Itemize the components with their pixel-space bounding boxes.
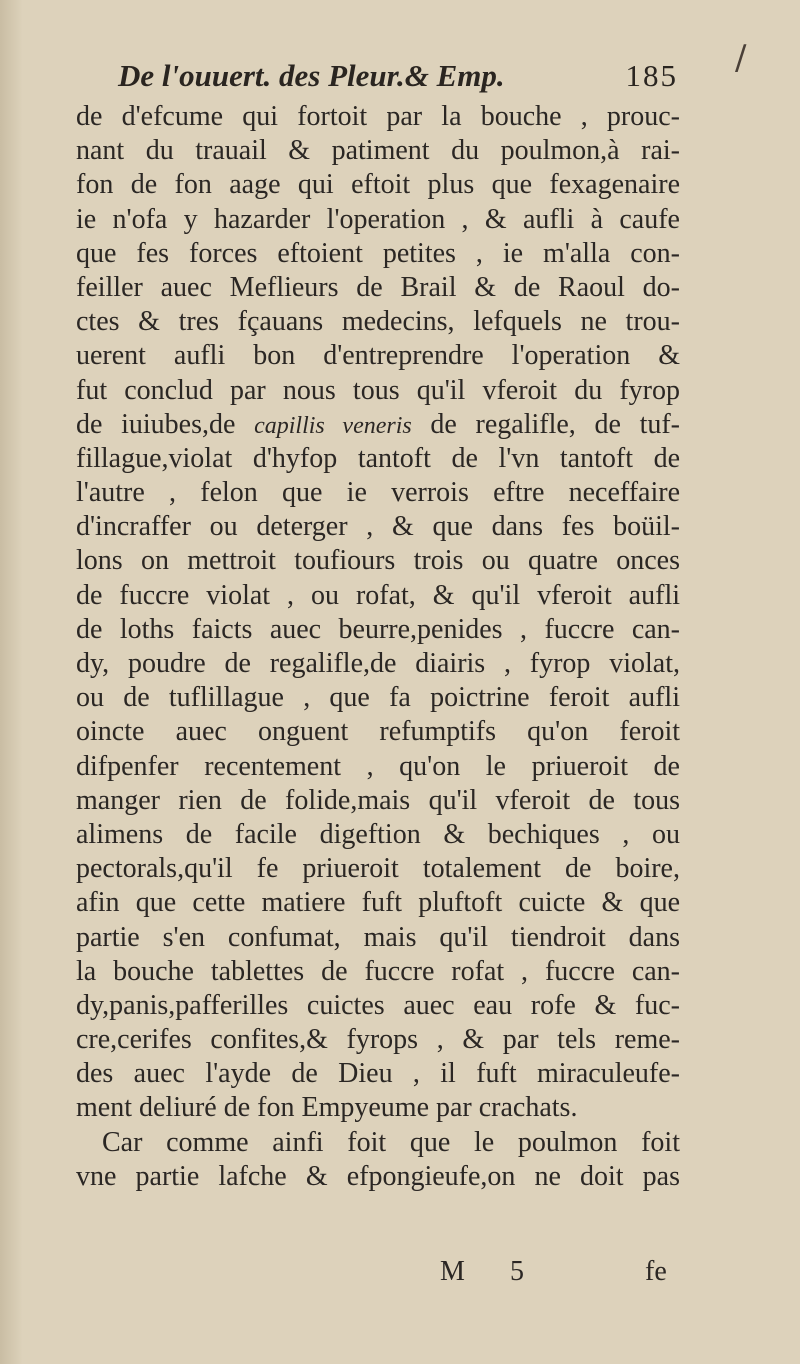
text-line-3: fon de fon aage qui eftoit plus que fexagenaire [76,169,680,201]
text-line-13: d'incraffer ou deterger , & que dans fes boüil- [76,511,680,543]
text-line-10-start: de iuiubes,de [76,408,255,440]
signature-number: 5 [510,1256,524,1287]
text-line-25: partie s'en confumat, mais qu'il tiendroit dans [76,921,680,953]
text-line-9: fut conclud par nous tous qu'il vferoit du fyrop [76,374,680,406]
text-line-10 [76,408,680,442]
text-line-1: de d'efcume qui fortoit par la bouche , prouc- [76,101,680,132]
text-line-23: pectorals,qu'il fe priueroit totalement de boire, [76,853,680,885]
text-line-14: lons on mettroit toufiours trois ou quatre onces [76,545,680,577]
page-header [118,58,678,102]
catchword: fe [645,1256,667,1287]
text-line-7: ctes & tres fçauans medecins, lefquels ne trou- [76,306,680,338]
page-body [76,100,680,1194]
page-footer [440,1256,670,1292]
text-line-4: ie n'ofa y hazarder l'operation , & aufli à caufe [76,203,680,235]
text-line-11: fillague,violat d'hyfop tantoft de l'vn tantoft de [76,442,680,474]
text-line-18: ou de tuflillague , que fa poictrine feroit aufli [76,682,680,714]
text-line-16: de loths faicts auec beurre,penides , fuccre can- [76,613,680,645]
text-line-22: alimens de facile digeftion & bechiques , ou [76,818,680,850]
text-line-28: cre,cerifes confites,& fyrops , & par tels reme- [76,1024,680,1056]
text-line-12: l'autre , felon que ie verrois eftre neceffaire [76,477,680,509]
signature-mark: M [440,1256,465,1287]
text-line-6: feiller auec Meflieurs de Brail & de Raoul do- [76,271,680,303]
scan-margin [0,0,22,1364]
text-line-29: des auec l'ayde de Dieu , il fuft miraculeufe- [76,1058,680,1090]
text-line-17: dy, poudre de regalifle,de diairis , fyrop violat, [76,648,680,679]
text-line-30: ment deliuré de fon Empyeume par crachats. [76,1092,578,1124]
text-line-32: vne partie lafche & efpongieufe,on ne doit pas [76,1160,680,1192]
text-line-21: manger rien de folide,mais qu'il vferoit de tous [76,784,680,816]
text-line-19: oincte auec onguent refumptifs qu'on feroit [76,716,680,748]
text-line-2: nant du trauail & patiment du poulmon,à rai- [76,135,680,167]
text-line-26: la bouche tablettes de fuccre rofat , fuccre can- [76,955,680,987]
running-title: De l'ouuert. des Pleur.& Emp. [118,58,505,93]
text-line-5: que fes forces eftoient petites , ie m'alla con- [76,237,680,269]
text-line-24: afin que cette matiere fuft pluftoft cuicte & que [76,887,680,919]
italic-latin-term: capillis veneris [254,412,412,439]
text-line-15: de fuccre violat , ou rofat, & qu'il vferoit aufli [76,579,680,611]
text-line-10-end: de regalifle, de tuf- [411,408,680,440]
page-number: 185 [625,58,678,93]
text-line-31: Car comme ainfi foit que le poulmon foit [102,1126,680,1158]
margin-mark: / [735,38,747,78]
text-line-27: dy,panis,pafferilles cuictes auec eau rofe & fuc- [76,989,680,1021]
text-line-20: difpenfer recentement , qu'on le priueroit de [76,750,680,782]
text-line-8: uerent aufli bon d'entreprendre l'operation & [76,340,680,372]
